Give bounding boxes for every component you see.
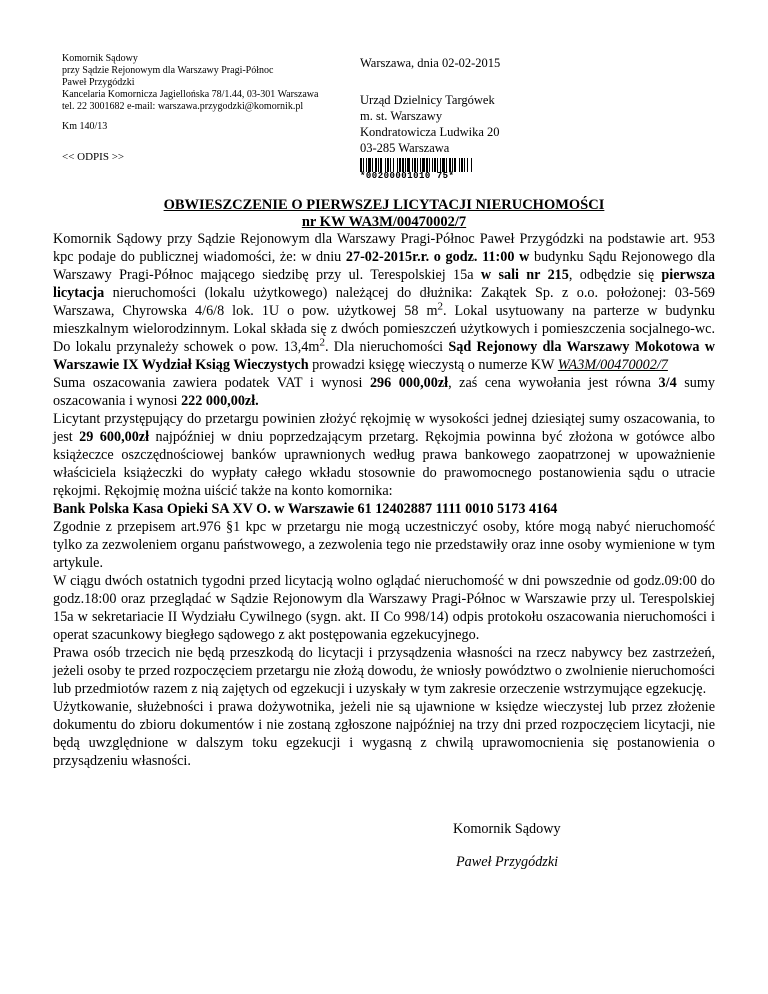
signature-name: Paweł Przygódzki xyxy=(456,854,559,870)
barcode-bar xyxy=(407,158,410,172)
barcode-bar xyxy=(380,158,382,172)
barcode-bar xyxy=(378,158,379,172)
paragraph-valuation: Suma oszacowania zawiera podatek VAT i wynosi 296 000,00zł, zaś cena wywołania jest równa 3/4 sumy oszacowania i wynosi 222 000,00zł. xyxy=(53,375,715,409)
title-line-1: OBWIESZCZENIE O PIERWSZEJ LICYTACJI NIERUCHOMOŚCI xyxy=(163,197,605,213)
bailiff-line: Paweł Przygódzki xyxy=(62,77,135,88)
signature-title: Komornik Sądowy xyxy=(453,821,561,837)
auction-room: w sali nr 215 xyxy=(480,267,569,283)
paragraph-usufruct: Użytkowanie, służebności i prawa dożywotnika, jeżeli nie są ujawnione w księdze wieczystej lub przez złożenie dokumentu do zbioru dokumentów i nie zostaną zgłoszone najpóźniej na trzy dni przed rozpoczęciem licytacji, nie będą uwzględnione w dalszym toku egzekucji i wygasną z chwilą uprawomocnienia się postanowienia o przysądzeniu własności. xyxy=(53,699,715,769)
barcode-bar xyxy=(464,158,465,172)
paragraph-deposit: Licytant przystępujący do przetargu powinien złożyć rękojmię w wysokości jednej dziesiątej sumy oszacowania, to jest 29 600,00zł najpóźniej w dniu poprzedzającym przetarg. Rękojmia powinna być złożona w gotówce albo książeczce oszczędnościowej banków uprawnionych według prawa bankowego zaopatrzonej w upoważnienie właściciela książeczki do wypłaty całego wkładu stosownie do prawomocnego postanowienia sądu o utracie rękojmi. Rękojmię można uiścić także na konto komornika: Bank Polska Kasa Opieki SA XV O. w Warszawie 61 12402887 1111 0010 5173 4164 xyxy=(53,411,715,517)
barcode-bar xyxy=(368,158,371,172)
barcode-bar xyxy=(366,158,367,172)
barcode-bar xyxy=(372,158,373,172)
deposit-amount: 29 600,00zł xyxy=(79,429,150,445)
barcode-bar xyxy=(387,158,389,172)
barcode-bar xyxy=(402,158,404,172)
barcode-bar xyxy=(434,158,436,172)
barcode-bar xyxy=(449,158,451,172)
barcode-image xyxy=(360,158,472,172)
document-date: Warszawa, dnia 02-02-2015 xyxy=(360,56,501,70)
recipient-office-line: m. st. Warszawy xyxy=(360,109,443,123)
barcode-bar xyxy=(417,158,418,172)
paragraph-participants: Zgodnie z przepisem art.976 §1 kpc w przetargu nie mogą uczestniczyć osoby, które mogą nabyć nieruchomość tylko za zezwoleniem organu państwowego, a zezwolenia tego nie przedstawiły oraz inne osoby wymienione w tym artykule. xyxy=(53,519,715,571)
barcode-bar xyxy=(405,158,406,172)
paragraph-inspection: W ciągu dwóch ostatnich tygodni przed licytacją wolno oglądać nieruchomość w dni powszednie od godz.09:00 do godz.18:00 oraz przeglądać w Sądzie Rejonowym dla Warszawy Pragi-Północ w Warszawie przy ul. Terespolskiej 15a w sekretariacie II Wydziału Cywilnego (sygn. akt. II Co 998/14) odpis protokołu oszacowania nieruchomości i operat szacunkowy biegłego sądowego z akt postępowania egzekucyjnego. xyxy=(53,573,715,643)
bailiff-line: Komornik Sądowy xyxy=(62,53,138,64)
barcode-bar xyxy=(414,158,416,172)
starting-price: 222 000,00zł. xyxy=(181,393,259,409)
bailiff-line: przy Sądzie Rejonowym dla Warszawy Pragi-Północ xyxy=(62,65,274,76)
barcode-bar xyxy=(426,158,428,172)
recipient-office xyxy=(360,92,495,124)
barcode-text: *00200001010 75* xyxy=(360,171,455,181)
barcode-bar xyxy=(429,158,430,172)
bailiff-line: Kancelaria Komornicza Jagiellońska 78/1.44, 03-301 Warszawa xyxy=(62,89,319,100)
document-body xyxy=(53,230,715,770)
auction-type: pierwsza licytacja xyxy=(53,267,715,301)
barcode-bar xyxy=(393,158,394,172)
recipient-address xyxy=(360,124,500,156)
barcode-bar xyxy=(454,158,456,172)
recipient-address-line: Kondratowicza Ludwika 20 xyxy=(360,125,500,139)
recipient-office-line: Urząd Dzielnicy Targówek xyxy=(360,93,495,107)
land-registry-number: WA3M/00470002/7 xyxy=(557,357,668,373)
copy-mark: << ODPIS >> xyxy=(62,151,125,163)
barcode-bar xyxy=(360,158,362,172)
barcode-bar xyxy=(385,158,386,172)
barcode-bar xyxy=(437,158,438,172)
barcode-bar xyxy=(440,158,441,172)
barcode-bar xyxy=(397,158,398,172)
land-registry-court: Sąd Rejonowy dla Warszawy Mokotowa w Warszawie IX Wydział Ksiąg Wieczystych xyxy=(53,339,715,373)
barcode-bar xyxy=(442,158,445,172)
recipient-address-line: 03-285 Warszawa xyxy=(360,141,450,155)
auction-date: 27-02-2015r.r. o godz. 11:00 w xyxy=(345,249,530,265)
barcode-bar xyxy=(446,158,447,172)
barcode-bar xyxy=(471,158,472,172)
bank-account: Bank Polska Kasa Opieki SA XV O. w Warszawie 61 12402887 1111 0010 5173 4164 xyxy=(53,501,558,517)
barcode-bar xyxy=(390,158,391,172)
barcode-bar xyxy=(420,158,421,172)
barcode-bar xyxy=(452,158,453,172)
barcode-bar xyxy=(459,158,460,172)
valuation-amount: 296 000,00zł xyxy=(369,375,449,391)
price-fraction: 3/4 xyxy=(658,375,677,391)
bailiff-office-header xyxy=(62,53,352,113)
barcode-bar xyxy=(461,158,463,172)
case-number: Km 140/13 xyxy=(62,121,108,132)
paragraph-third-party-rights: Prawa osób trzecich nie będą przeszkodą do licytacji i przysądzenia własności na rzecz nabywcy bez zastrzeżeń, jeżeli osoby te przed rozpoczęciem przetargu nie złożą dowodu, że wniosły powództwo o zwolnienie nieruchomości lub przedmiotów razem z nią zajętych od egzekucji i uzyskały w tym zakresie orzeczenie wstrzymujące egzekucję. xyxy=(53,645,715,697)
barcode-bar xyxy=(375,158,377,172)
paragraph-auction-details: Komornik Sądowy przy Sądzie Rejonowym dla Warszawy Pragi-Północ Paweł Przygódzki na podstawie art. 953 kpc podaje do publicznej wiadomości, że: w dniu 27-02-2015r.r. o godz. 11:00 w budynku Sądu Rejonowego dla Warszawy Pragi-Północ mającego siedzibę przy ul. Terespolskiej 15a w sali nr 215, odbędzie się pierwsza licytacja nieruchomości (lokalu użytkowego) należącej do dłużnika: Zakątek Sp. z o.o. położonej: 03-569 Warszawa, Chyrowska 4/6/8 lok. 1U o pow. użytkowej 58 $m^2$. Lokal usytuowany na parterze w budynku mieszkalnym wielorodzinnym. Lokal składa się z dwóch pomieszczeń użytkowych i pomieszczenia socjalnego-wc. Do lokalu przynależy schowek o pow. $13,4m^2$. Dla nieruchomości Sąd Rejonowy dla Warszawy Mokotowa w Warszawie IX Wydział Ksiąg Wieczystych prowadzi księgę wieczystą o numerze KW WA3M/00470002/7 xyxy=(53,231,715,373)
title-line-2: nr KW WA3M/00470002/7 xyxy=(301,214,467,230)
barcode-bar xyxy=(399,158,401,172)
document-title xyxy=(0,197,768,231)
barcode-bar xyxy=(467,158,468,172)
bailiff-line: tel. 22 3001682 e-mail: warszawa.przygodzki@komornik.pl xyxy=(62,101,304,112)
barcode-bar xyxy=(432,158,433,172)
barcode-bar xyxy=(412,158,413,172)
barcode-bar xyxy=(363,158,364,172)
barcode-bar xyxy=(422,158,425,172)
